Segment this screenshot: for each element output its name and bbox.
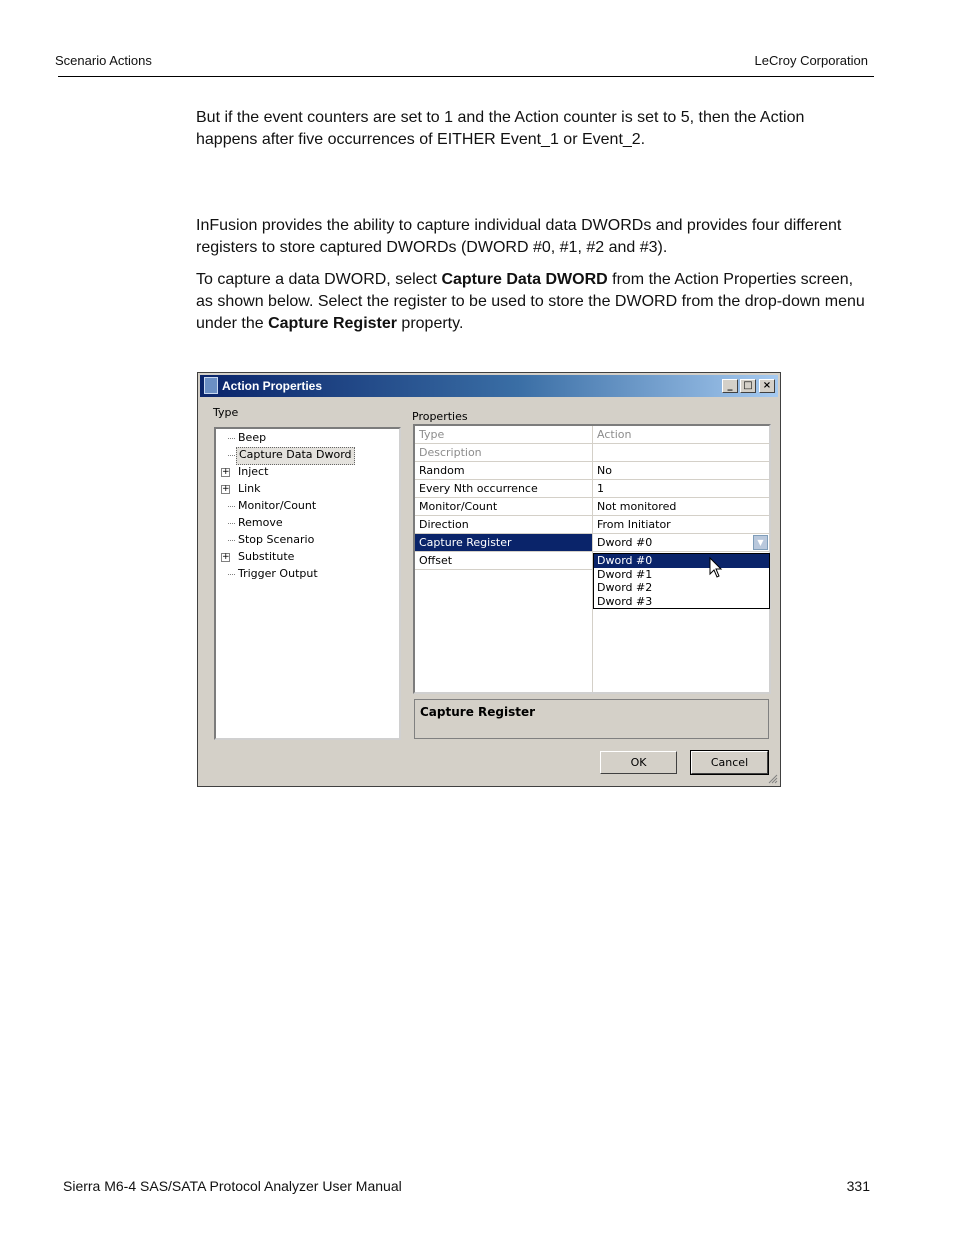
type-label: Type bbox=[213, 406, 239, 419]
property-name: Random bbox=[419, 464, 465, 477]
dropdown-option-dword-3[interactable]: Dword #3 bbox=[597, 595, 653, 608]
paragraph-event-counters: But if the event counters are set to 1 and the Action counter is set to 5, then the Action happens after five occurrences of EITHER Event_1 or Event_2. bbox=[196, 109, 805, 148]
property-row-description[interactable] bbox=[415, 444, 769, 462]
capture-register-select[interactable]: Dword #0 bbox=[597, 536, 653, 549]
property-row-random[interactable] bbox=[415, 462, 769, 480]
expand-link-icon[interactable]: + bbox=[222, 484, 230, 494]
page-number: 331 bbox=[846, 1178, 870, 1194]
close-icon: × bbox=[762, 380, 772, 391]
close-button[interactable] bbox=[759, 379, 775, 393]
property-value: Action bbox=[597, 428, 632, 441]
action-properties-dialog bbox=[197, 372, 781, 787]
paragraph-capture-intro: InFusion provides the ability to capture individual data DWORDs and provides four different registers to store captured DWORDs (DWORD #0, #1, #2 and #3). bbox=[196, 217, 842, 256]
text-run: To capture a data DWORD, select bbox=[196, 271, 442, 288]
property-name: Monitor/Count bbox=[419, 500, 498, 513]
type-tree[interactable] bbox=[214, 427, 401, 740]
dropdown-option-dword-0[interactable]: Dword #0 bbox=[594, 554, 769, 568]
tree-item-inject[interactable]: Inject bbox=[238, 465, 269, 478]
dialog-title: Action Properties bbox=[222, 379, 323, 393]
property-name: Every Nth occurrence bbox=[419, 482, 538, 495]
tree-connector bbox=[228, 506, 235, 508]
app-icon bbox=[204, 377, 218, 394]
expand-inject-icon[interactable]: + bbox=[222, 467, 230, 477]
ok-button[interactable]: OK bbox=[600, 751, 677, 774]
bold-capture-data-dword: Capture Data DWORD bbox=[441, 271, 608, 288]
chevron-down-icon: ▼ bbox=[757, 538, 764, 547]
tree-item-monitor-count[interactable]: Monitor/Count bbox=[238, 499, 317, 512]
text-run: from the Action Properties screen, as shown below. Select the register to be used to store the DWORD from the drop-down menu under the bbox=[196, 271, 865, 332]
property-row-type[interactable] bbox=[415, 426, 769, 444]
description-title: Capture Register bbox=[420, 705, 536, 719]
tree-item-capture-data-dword[interactable]: Capture Data Dword bbox=[236, 447, 355, 465]
tree-item-link[interactable]: Link bbox=[238, 482, 261, 495]
expand-substitute-icon[interactable]: + bbox=[222, 552, 230, 562]
property-value[interactable]: 1 bbox=[597, 482, 604, 495]
tree-connector bbox=[228, 438, 235, 440]
tree-connector bbox=[228, 574, 235, 576]
minimize-button[interactable] bbox=[722, 379, 738, 393]
property-name: Direction bbox=[419, 518, 469, 531]
capture-register-dropdown-list bbox=[593, 553, 770, 609]
minimize-icon: _ bbox=[727, 380, 733, 391]
tree-item-substitute[interactable]: Substitute bbox=[238, 550, 295, 563]
resize-grip-icon[interactable] bbox=[766, 772, 778, 784]
dropdown-arrow-button[interactable] bbox=[753, 535, 768, 550]
properties-label: Properties bbox=[412, 410, 468, 423]
tree-connector bbox=[228, 455, 235, 457]
dropdown-option-dword-1[interactable]: Dword #1 bbox=[597, 568, 653, 581]
bold-capture-register: Capture Register bbox=[268, 315, 397, 332]
property-row-monitor-count[interactable] bbox=[415, 498, 769, 516]
maximize-icon: □ bbox=[743, 380, 753, 391]
property-row-direction[interactable] bbox=[415, 516, 769, 534]
property-row-capture-register[interactable] bbox=[415, 534, 769, 552]
tree-item-trigger-output[interactable]: Trigger Output bbox=[238, 567, 318, 580]
cancel-button[interactable]: Cancel bbox=[691, 751, 768, 774]
property-description-panel bbox=[414, 699, 769, 739]
property-value[interactable]: No bbox=[597, 464, 612, 477]
maximize-button[interactable] bbox=[740, 379, 756, 393]
dropdown-option-dword-2[interactable]: Dword #2 bbox=[597, 581, 653, 594]
header-company: LeCroy Corporation bbox=[754, 53, 868, 68]
mouse-pointer-icon bbox=[709, 557, 723, 579]
text-run: property. bbox=[396, 315, 464, 332]
tree-item-beep[interactable]: Beep bbox=[238, 431, 267, 444]
tree-item-remove[interactable]: Remove bbox=[238, 516, 283, 529]
tree-item-stop-scenario[interactable]: Stop Scenario bbox=[238, 533, 315, 546]
tree-connector bbox=[228, 540, 235, 542]
property-name: Description bbox=[419, 446, 482, 459]
property-value[interactable]: Not monitored bbox=[597, 500, 677, 513]
property-name: Offset bbox=[419, 554, 453, 567]
property-row-every-nth[interactable] bbox=[415, 480, 769, 498]
property-name: Type bbox=[419, 428, 445, 441]
property-name: Capture Register bbox=[419, 536, 512, 549]
header-section-title: Scenario Actions bbox=[55, 53, 152, 68]
dialog-titlebar[interactable] bbox=[200, 375, 778, 397]
footer-manual-title: Sierra M6-4 SAS/SATA Protocol Analyzer User Manual bbox=[63, 1178, 402, 1194]
header-rule bbox=[58, 76, 874, 77]
property-value[interactable]: From Initiator bbox=[597, 518, 671, 531]
tree-connector bbox=[228, 523, 235, 525]
paragraph-capture-instructions bbox=[196, 269, 866, 335]
